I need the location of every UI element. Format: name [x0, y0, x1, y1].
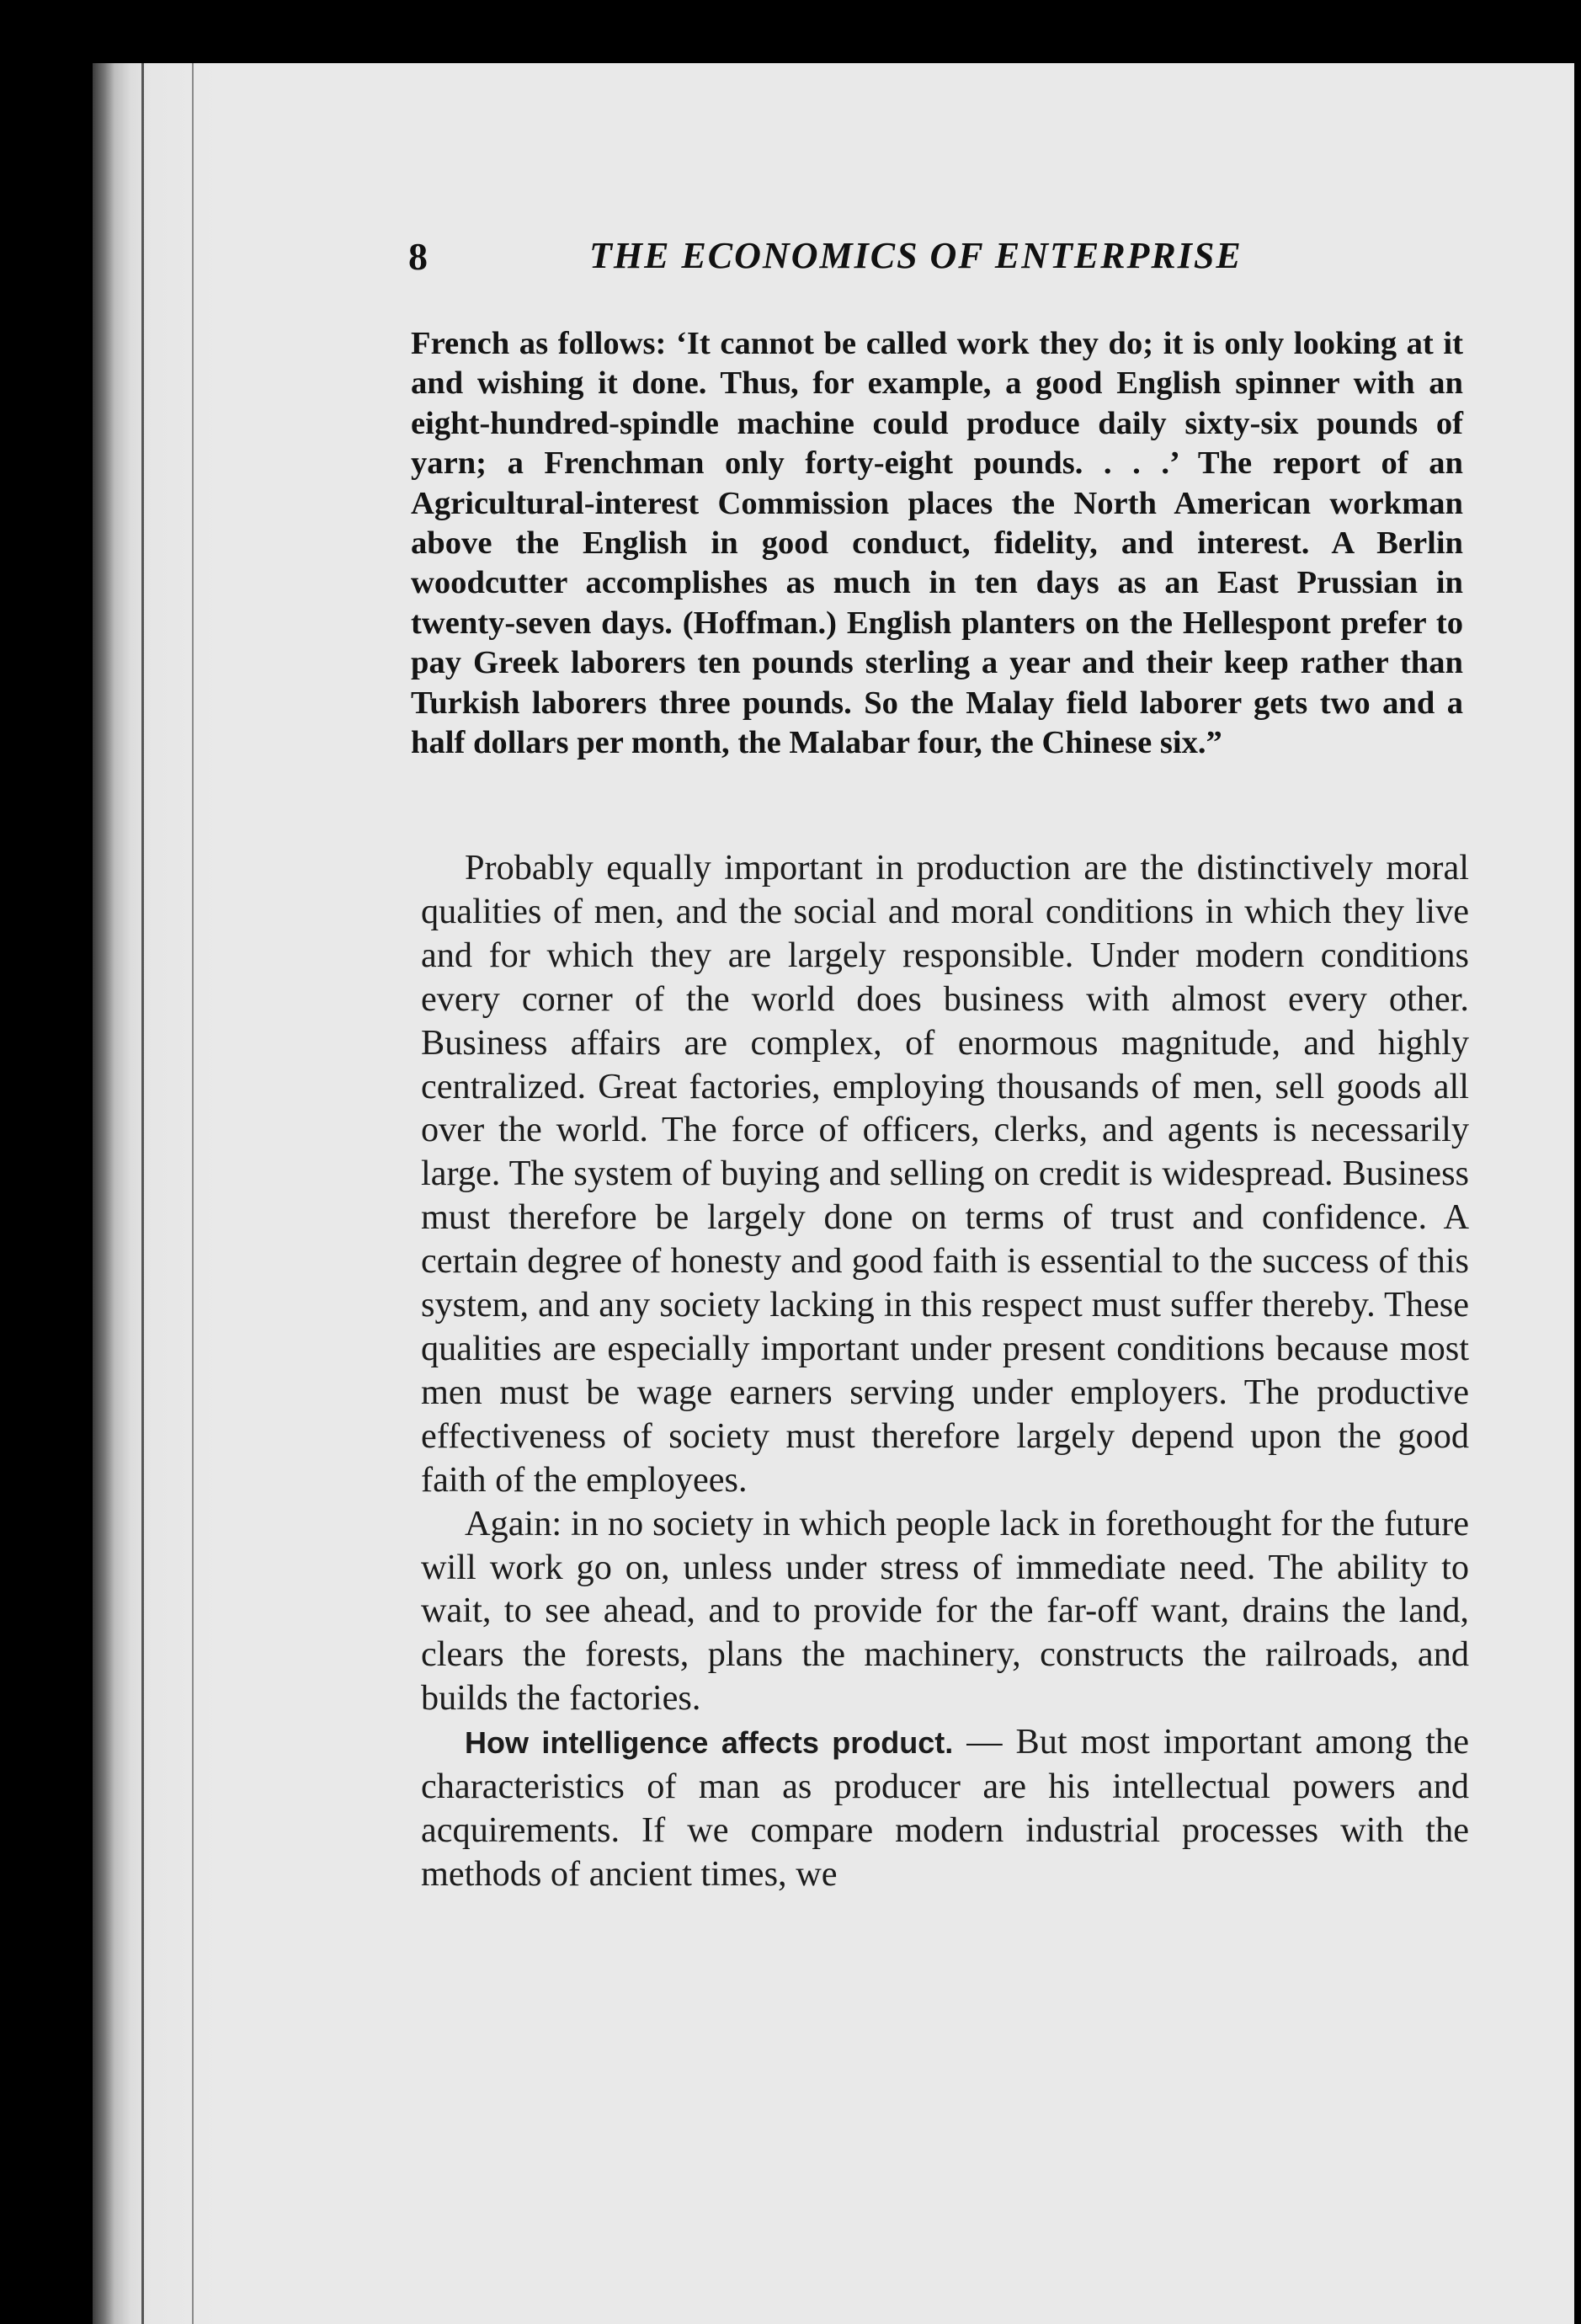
binding-line — [141, 63, 144, 2324]
paragraph: Again: in no society in which people lack in forethought for the future will work go on, unless under stress of immediate need. The ability to wait, to see ahead, and to provide for the far-off want, drains the land, clears the forests, plans the machinery, constructs the railroads, and builds the factories. — [421, 1503, 1469, 1719]
page-header — [408, 234, 1486, 293]
binding-line — [192, 63, 194, 2324]
section-heading: How intelligence affects product. — [465, 1725, 954, 1761]
section-text: — But most important among the characteristics of man as producer are his intellectual powers and acquirements. If we compare modern industrial processes with the methods of ancient times, we — [421, 1722, 1469, 1894]
paragraph: Probably equally important in production are the distinctively moral qualities of men, and the social and moral conditions in which they live and for which they are largely responsible. Under modern conditions every corner of the world does business with almost every other. Business affairs are complex, of enormous magnitude, and highly centralized. Great factories, employing thousands of men, sell goods all over the world. The force of officers, clerks, and agents is necessarily large. The system of buying and selling on credit is widespread. Business must therefore be largely done on terms of trust and confidence. A certain degree of honesty and good faith is essential to the success of this system, and any society lacking in this respect must suffer thereby. These qualities are especially important under present conditions because most men must be wage earners serving under employers. The productive effectiveness of society must therefore largely depend upon the good faith of the employees. — [421, 848, 1469, 1500]
book-spine-shadow — [93, 63, 219, 2324]
page-number: 8 — [408, 235, 428, 278]
section-paragraph — [421, 1720, 1469, 1896]
running-title: THE ECONOMICS OF ENTERPRISE — [589, 235, 1243, 276]
body-text — [421, 846, 1469, 1896]
quoted-passage: French as follows: ‘It cannot be called work they do; it is only looking at it and wishing it done. Thus, for example, a good English spinner with an eight-hundred-spindle machine could produce daily sixty-six pounds of yarn; a Frenchman only forty-eight pounds. . . .’ The report of an Agricultural-interest Commission places the North American workman above the English in good conduct, fidelity, and interest. A Berlin woodcutter accomplishes as much in ten days as an East Prussian in twenty-seven days. (Hoffman.) English planters on the Hellespont prefer to pay Greek laborers ten pounds sterling a year and their keep rather than Turkish laborers three pounds. So the Malay field laborer gets two and a half dollars per month, the Malabar four, the Chinese six.” — [411, 326, 1463, 761]
